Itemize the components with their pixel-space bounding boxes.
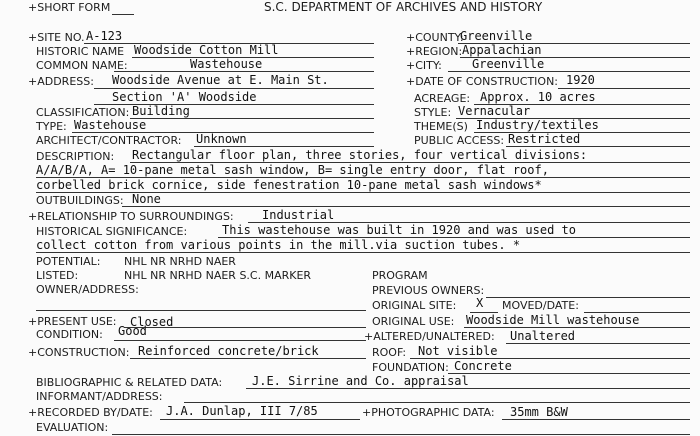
acreage-label: ACREAGE: <box>414 92 471 105</box>
address-rule-1 <box>94 88 374 89</box>
date-of-construction-rule <box>558 88 690 89</box>
photographic-data-value: 35mm B&W <box>510 405 568 419</box>
condition-label: CONDITION: <box>36 328 103 341</box>
recorded-by-value: J.A. Dunlap, III 7/85 <box>166 404 318 418</box>
description-line1: Rectangular floor plan, three stories, four vertical divisions: <box>132 148 588 162</box>
style-label: STYLE: <box>414 106 452 119</box>
condition-rule <box>114 340 366 341</box>
owner-address-rule <box>36 310 366 311</box>
relationship-label: +RELATIONSHIP TO SURROUNDINGS: <box>28 210 234 223</box>
roof-label: ROOF: <box>372 346 407 359</box>
classification-value: Building <box>132 104 190 118</box>
original-site-value: X <box>476 296 484 310</box>
outbuildings-rule <box>122 206 690 207</box>
owner-address-label: OWNER/ADDRESS: <box>36 283 139 296</box>
previous-owners-label: PREVIOUS OWNERS: <box>372 284 485 297</box>
potential-options: NHL NR NRHD NAER <box>124 255 236 268</box>
classification-rule <box>130 118 374 119</box>
foundation-label: FOUNDATION: <box>372 361 449 374</box>
classification-label: CLASSIFICATION: <box>36 106 130 119</box>
present-use-value: Closed <box>130 315 174 329</box>
potential-label: POTENTIAL: <box>36 255 101 268</box>
listed-options: NHL NR NRHD NAER S.C. MARKER <box>124 269 312 282</box>
original-use-value: Woodside Mill wastehouse <box>466 313 640 327</box>
program-label: PROGRAM <box>372 269 428 282</box>
county-label: +COUNTY: <box>406 31 464 44</box>
construction-label: +CONSTRUCTION: <box>28 346 130 359</box>
city-rule <box>448 71 690 72</box>
evaluation-label: EVALUATION: <box>36 421 109 434</box>
significance-rule-2 <box>36 252 690 253</box>
themes-label: THEME(S) <box>414 120 468 133</box>
significance-line2: collect cotton from various points in the mill.via suction tubes. * <box>36 238 521 252</box>
themes-value: Industry/textiles <box>476 118 599 132</box>
construction-value: Reinforced concrete/brick <box>138 344 319 358</box>
historical-significance-label: HISTORICAL SIGNIFICANCE: <box>36 225 188 238</box>
architect-value: Unknown <box>196 132 247 146</box>
evaluation-rule <box>112 434 690 435</box>
style-value: Vernacular <box>458 104 531 118</box>
public-access-value: Restricted <box>508 132 581 146</box>
site-no-value: A-123 <box>86 29 123 43</box>
architect-label: ARCHITECT/CONTRACTOR: <box>36 134 182 147</box>
previous-owners-rule <box>486 297 690 298</box>
outbuildings-label: OUTBUILDINGS: <box>36 194 124 207</box>
description-label: DESCRIPTION: <box>36 150 115 163</box>
common-name-label: COMMON NAME: <box>36 59 128 72</box>
original-site-label: ORIGINAL SITE: <box>372 299 457 312</box>
department-title: S.C. DEPARTMENT OF ARCHIVES AND HISTORY <box>264 0 543 14</box>
roof-rule <box>410 358 690 359</box>
foundation-rule <box>448 373 690 374</box>
original-use-label: ORIGINAL USE: <box>372 315 455 328</box>
public-access-label: PUBLIC ACCESS: <box>414 134 505 147</box>
bibliographic-label: BIBLIOGRAPHIC & RELATED DATA: <box>36 376 223 389</box>
county-value: Greenville <box>460 29 533 43</box>
short-form-rule <box>112 14 134 15</box>
bibliographic-rule <box>246 388 690 389</box>
short-form-label: +SHORT FORM <box>28 1 111 14</box>
altered-label: +ALTERED/UNALTERED: <box>364 330 495 343</box>
recorded-by-rule <box>160 419 360 420</box>
themes-rule <box>474 132 690 133</box>
site-no-label: +SITE NO. <box>28 31 85 44</box>
address-label: +ADDRESS: <box>28 75 94 88</box>
listed-label: LISTED: <box>36 269 79 282</box>
public-access-rule <box>506 146 690 147</box>
significance-line1: This wastehouse was built in 1920 and was used to <box>222 223 577 237</box>
region-label: +REGION: <box>406 45 463 58</box>
construction-rule <box>130 358 366 359</box>
address-line2-value: Section 'A' Woodside <box>112 90 257 104</box>
common-name-rule <box>114 71 374 72</box>
present-use-label: +PRESENT USE: <box>28 315 117 328</box>
architect-rule <box>194 146 374 147</box>
recorded-by-label: +RECORDED BY/DATE: <box>28 406 153 419</box>
present-use-rule <box>124 327 366 328</box>
address-line1-value: Woodside Avenue at E. Main St. <box>112 73 329 87</box>
historic-name-value: Woodside Cotton Mill <box>134 43 279 57</box>
type-value: Wastehouse <box>74 118 147 132</box>
description-line2: A/A/B/A, A= 10-pane metal sash window, B= single entry door, flat roof, <box>36 163 549 177</box>
foundation-value: Concrete <box>454 359 512 373</box>
type-label: TYPE: <box>36 120 67 133</box>
altered-value: Unaltered <box>510 329 576 343</box>
date-of-construction-value: 1920 <box>566 73 595 87</box>
photographic-data-label: +PHOTOGRAPHIC DATA: <box>362 406 495 419</box>
altered-rule <box>506 343 690 344</box>
moved-date-label: MOVED/DATE: <box>502 299 579 312</box>
photographic-data-rule <box>502 419 690 420</box>
original-use-rule <box>464 327 690 328</box>
city-value: Greenville <box>472 57 545 71</box>
bibliographic-value: J.E. Sirrine and Co. appraisal <box>252 374 469 388</box>
city-label: +CITY: <box>406 59 442 72</box>
outbuildings-value: None <box>132 192 161 206</box>
condition-value: Good <box>118 324 147 338</box>
informant-rule <box>184 402 690 403</box>
informant-label: INFORMANT/ADDRESS: <box>36 390 163 403</box>
common-name-value: Wastehouse <box>190 57 263 71</box>
relationship-value: Industrial <box>262 208 335 222</box>
description-line3: corbelled brick cornice, side fenestration 10-pane metal sash windows* <box>36 178 542 192</box>
roof-value: Not visible <box>418 344 498 358</box>
date-of-construction-label: +DATE OF CONSTRUCTION: <box>406 75 559 88</box>
historic-name-label: HISTORIC NAME <box>36 45 125 58</box>
acreage-value: Approx. 10 acres <box>480 90 596 104</box>
region-value: Appalachian <box>462 43 542 57</box>
